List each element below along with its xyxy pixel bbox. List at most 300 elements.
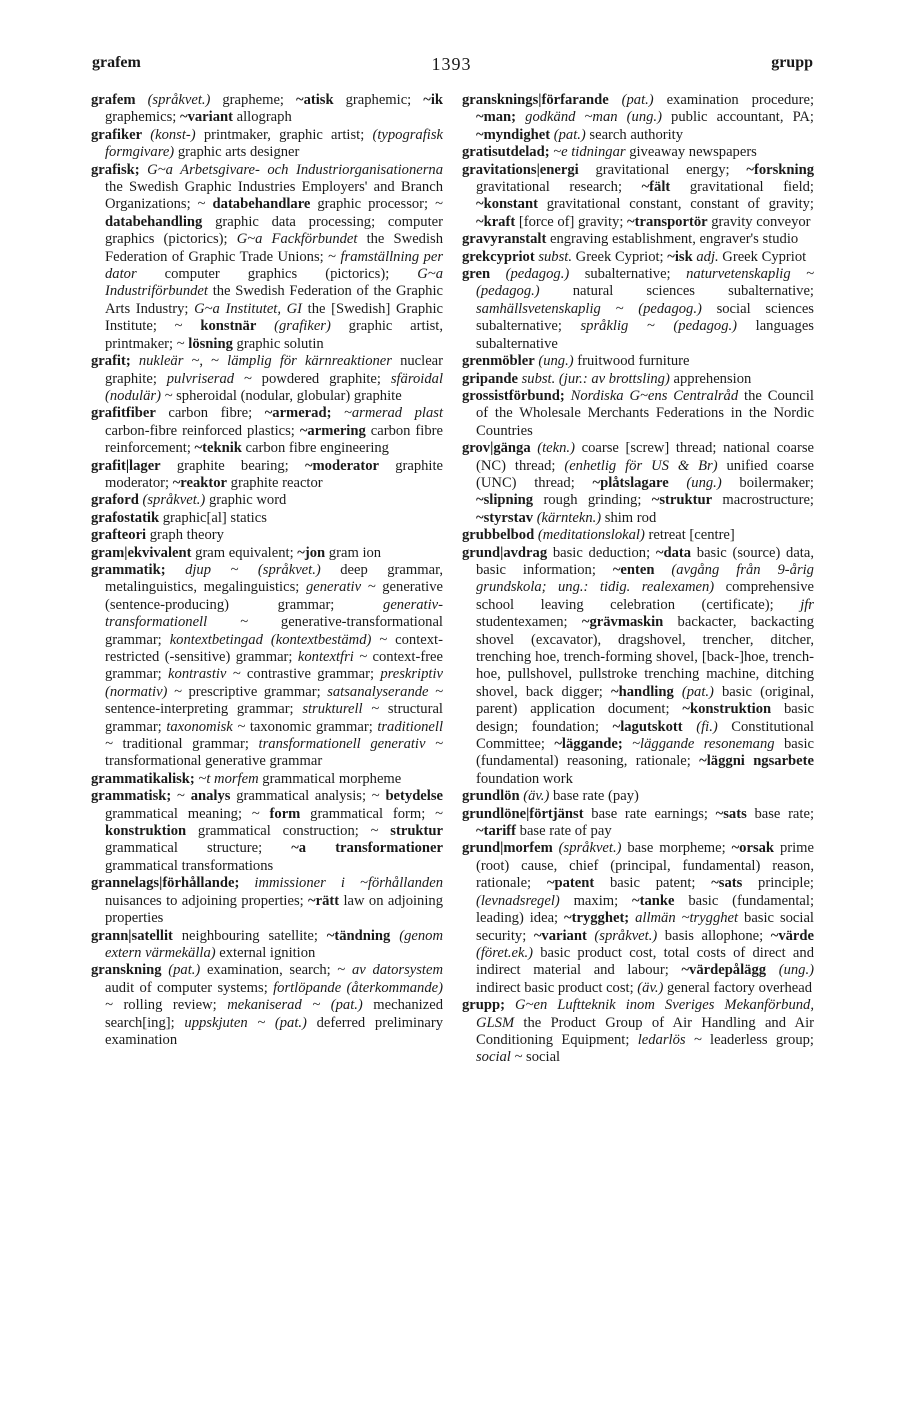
entry-headword: grundlöne|förtjänst — [462, 805, 584, 822]
entry-label: (konst-) — [142, 126, 196, 143]
entry-translation: backacter, backacting shovel (excavator), dragshovel, trencher, ditcher, trenching hoe, trench-forming shovel, [back-]hoe, trench-hoe, pullshovel, pullstroke trenching machine, ditching shovel, back digger; — [476, 614, 814, 700]
entry-translation: social — [522, 1049, 561, 1066]
entry-label: djup ~ (språkvet.) — [165, 561, 321, 578]
entry-translation: graph theory — [146, 527, 224, 544]
entry-compound: ~värdepålägg — [681, 962, 767, 979]
entry-compound: ~ik — [423, 92, 443, 108]
entry-translation: graphic arts designer — [174, 144, 300, 161]
entry-translation: general factory overhead — [663, 979, 813, 996]
entry-translation: carbon-fibre reinforced plastics; — [105, 422, 300, 439]
entry-compound: ~a transformationer — [291, 840, 443, 857]
entry-headword: grund|morfem — [462, 840, 553, 857]
entry-translation: the Swedish Graphic Industries Employers' and Branch Organizations; ~ — [105, 179, 443, 213]
entry-compound: ~tariff — [476, 823, 516, 840]
entry-translation: prime (root) cause, chief (principal, fundamental) reason, rationale; — [476, 840, 814, 892]
entry-label: (ung.) — [534, 353, 574, 370]
dictionary-entry — [91, 405, 443, 457]
entry-compound: ~transportör — [627, 213, 708, 230]
left-column — [91, 92, 443, 1049]
entry-headword: grupp; — [462, 997, 505, 1014]
dictionary-entry — [462, 92, 814, 144]
entry-translation: spheroidal (nodular, globular) graphite — [172, 387, 402, 404]
entry-translation: graphic[al] statics — [159, 509, 267, 526]
dictionary-entry — [462, 527, 814, 544]
entry-translation: examination procedure; — [653, 92, 814, 108]
dictionary-entry — [462, 371, 814, 388]
entry-translation: grammatical transformations — [105, 857, 274, 874]
entry-translation: the Product Group of Air Handling and Air Conditioning Equipment; — [476, 1014, 814, 1048]
entry-translation: the Council of the Wholesale Merchants Federations in the Nordic Countries — [476, 387, 814, 439]
entry-translation: prescriptive grammar; — [181, 683, 328, 700]
entry-translation: Constitutional Committee; — [476, 718, 814, 753]
entry-label: (fi.) — [682, 718, 718, 735]
entry-translation: transformational generative grammar — [105, 753, 323, 770]
entry-translation: grammatical structure; — [105, 840, 292, 857]
entry-translation: base rate; — [746, 805, 815, 822]
entry-translation: natural sciences subalternative; — [539, 283, 814, 300]
entry-compound: ~struktur — [651, 492, 713, 509]
entry-translation: basic (fundamental) reasoning, rationale; — [476, 736, 814, 770]
entry-compound: form — [269, 805, 301, 822]
entry-translation: gravitational constant, constant of gravity; — [537, 196, 814, 213]
entry-translation: boilermaker; — [721, 474, 814, 491]
entry-translation: grammatical construction; ~ — [186, 823, 391, 840]
entry-compound: ~tändning — [326, 927, 391, 944]
dictionary-entry — [91, 962, 443, 1049]
entry-translation: generative (sentence-producing) grammar; — [105, 579, 444, 613]
entry-label: G~en Luftteknik inom Sveriges Mekanförbund, GLSM — [476, 997, 814, 1031]
entry-compound: ~styrstav — [476, 509, 534, 526]
entry-translation: Greek Cypriot — [718, 248, 807, 265]
entry-headword: grekcypriot — [462, 248, 535, 265]
entry-compound: ~jon — [297, 544, 326, 561]
dictionary-entry — [91, 527, 443, 544]
entry-translation: gram ion — [325, 544, 382, 561]
entry-headword: grafostatik — [91, 509, 160, 526]
entry-label: jfr — [800, 596, 814, 613]
entry-compound: ~slipning — [476, 492, 534, 509]
entry-translation: computer graphics (pictorics); — [136, 266, 418, 283]
entry-translation: structural grammar; — [105, 701, 443, 735]
entry-compound: ~forskning — [746, 161, 814, 178]
entry-compound: struktur — [390, 823, 443, 840]
entry-headword: grafit|lager — [91, 457, 161, 474]
dictionary-entry — [462, 353, 814, 370]
entry-label: (pat.) — [161, 962, 201, 979]
entry-headword: grafteori — [91, 527, 147, 544]
entry-headword: grannelags|förhållande; — [91, 875, 240, 892]
entry-translation: coarse [screw] thread; national coarse (NC) thread; — [476, 440, 814, 474]
entry-translation: deferred preliminary examination — [105, 1014, 443, 1048]
entry-translation: the Swedish Federation of Graphic Trade Unions; ~ — [105, 231, 443, 265]
entry-label: kontrastiv ~ — [168, 666, 241, 683]
entry-label: ~läggande resonemang — [622, 736, 775, 753]
entry-translation: graphic processor; ~ — [310, 196, 443, 213]
entry-translation: allograph — [232, 109, 292, 126]
entry-compound: ~konstruktion — [682, 701, 772, 718]
entry-label: (tekn.) — [530, 440, 575, 457]
entry-label: ~t morfem — [194, 770, 259, 787]
entry-translation: sentence-interpreting grammar; — [105, 701, 303, 718]
entry-headword: grafit; — [91, 353, 131, 370]
entry-translation: shim rod — [601, 509, 657, 526]
dictionary-entry — [91, 127, 443, 162]
entry-translation: basic (fundamental; leading) idea; — [476, 892, 814, 927]
entry-label: generativ-transformationell ~ — [105, 596, 443, 631]
entry-label: subst. — [534, 248, 572, 265]
entry-label: generativ ~ — [305, 579, 376, 596]
entry-compound: ~orsak — [731, 840, 775, 857]
entry-label: naturvetenskaplig ~ (pedagog.) — [476, 266, 815, 300]
entry-compound: ~lagutskott — [612, 718, 683, 735]
entry-label: G~a Industriförbundet — [105, 266, 443, 300]
entry-translation: grammatical analysis; ~ — [230, 788, 386, 805]
entry-compound: ~sats — [711, 875, 743, 892]
entry-compound: konstnär — [200, 318, 257, 335]
entry-label: (grafiker) — [256, 318, 331, 335]
entry-compound: ~plåtslagare — [592, 474, 669, 491]
entry-label: (kärntekn.) — [533, 509, 602, 526]
dictionary-entry — [91, 562, 443, 771]
dictionary-entry — [462, 788, 814, 805]
entry-compound: betydelse — [385, 788, 443, 805]
entry-compound: ~grävmaskin — [581, 614, 664, 631]
entry-translation: neighbouring satellite; — [172, 927, 327, 944]
running-head — [90, 50, 813, 78]
entry-headword: gram|ekvivalent — [91, 544, 192, 561]
entry-compound: ~armering — [299, 422, 366, 439]
dictionary-entry — [462, 440, 814, 527]
entry-compound: ~värde — [770, 927, 814, 944]
entry-headword: gransknings|förfarande — [462, 92, 609, 108]
entry-translation: retreat [centre] — [644, 527, 735, 544]
entry-translation: grapheme; — [210, 92, 296, 108]
entry-compound: ~kraft — [476, 213, 516, 230]
entry-headword: gravyranstalt — [462, 231, 547, 248]
entry-label: (levnadsregel) — [476, 892, 560, 909]
entry-label: kontextfri ~ — [297, 649, 368, 665]
entry-headword: granskning — [91, 962, 162, 979]
entry-label: framställning per dator — [105, 248, 443, 283]
entry-translation: audit of computer systems; — [105, 979, 274, 996]
entry-translation: comprehensive school leaving celebration (certificate); — [476, 579, 814, 613]
dictionary-entry — [462, 249, 814, 266]
entry-translation: printmaker, graphic artist; — [195, 126, 373, 143]
entry-translation: ~ — [171, 788, 191, 805]
entry-translation: apprehension — [669, 370, 752, 387]
entry-label: (äv.) — [519, 788, 550, 805]
entry-label: samhällsvetenskaplig ~ (pedagog.) — [476, 300, 702, 317]
entry-headword: grammatikalisk; — [91, 770, 195, 787]
dictionary-entry — [91, 458, 443, 493]
entry-headword: grundlön — [462, 788, 520, 805]
entry-headword: grubbelbod — [462, 527, 535, 544]
entry-translation: graphite moderator; — [105, 457, 444, 491]
entry-headword: grund|avdrag — [462, 544, 548, 561]
entry-compound: ~läggni ngsarbete — [699, 753, 814, 770]
entry-translation: taxonomic grammar; — [245, 718, 378, 735]
entry-compound: ~myndighet — [476, 126, 551, 143]
entry-label: allmän ~trygghet — [629, 910, 739, 927]
entry-label: (språkvet.) — [586, 927, 658, 944]
entry-translation: search authority — [585, 126, 684, 143]
entry-compound: ~isk — [667, 248, 693, 265]
entry-compound: ~data — [655, 544, 692, 561]
entry-label: taxonomisk ~ — [166, 718, 246, 735]
entry-translation: grammatical morpheme — [258, 770, 402, 787]
entry-translation: context-restricted (-sensitive) grammar; — [105, 631, 443, 665]
entry-label: fortlöpande (återkommande) ~ — [105, 979, 443, 1014]
entry-translation: basic deduction; — [547, 544, 656, 561]
entry-translation: indirect basic product cost; — [476, 979, 638, 996]
entry-translation: deep grammar, metalinguistics, megalinguistics; — [105, 561, 443, 596]
entry-label: av datorsystem — [352, 962, 443, 979]
entry-label: strukturell ~ — [302, 701, 380, 718]
entry-translation: base rate earnings; — [583, 805, 716, 822]
dictionary-entry — [462, 388, 814, 440]
entry-translation: studentexamen; — [476, 614, 582, 631]
dictionary-entry — [462, 806, 814, 841]
entry-label: (språkvet.) — [552, 840, 622, 857]
entry-compound: ~reaktor — [172, 474, 228, 491]
dictionary-entry — [462, 231, 814, 248]
entry-translation: basic (original, parent) application document; — [476, 683, 815, 718]
entry-translation: contrastive grammar; — [240, 666, 381, 683]
dictionary-entry — [462, 266, 814, 353]
entry-label: (språkvet.) — [135, 92, 211, 108]
entry-compound: ~atisk — [295, 92, 334, 108]
entry-translation: basic patent; — [594, 875, 712, 892]
entry-translation: basic design; foundation; — [476, 701, 814, 735]
entry-translation: traditional grammar; — [112, 736, 259, 753]
entry-compound: ~sats — [715, 805, 747, 822]
dictionary-entry — [91, 771, 443, 788]
entry-label: (typografisk formgivare) — [105, 126, 443, 161]
entry-compound: ~armerad; — [264, 405, 332, 422]
dictionary-entry — [91, 162, 443, 353]
entry-compound: ~variant — [179, 109, 233, 126]
entry-label: (pedagog.) — [490, 266, 570, 283]
entry-label: (pat.) — [608, 92, 654, 108]
entry-label: sfäroidal (nodulär) ~ — [105, 370, 443, 404]
entry-translation: gravitational field; — [670, 179, 814, 196]
entry-translation: basis allophone; — [657, 927, 771, 944]
dictionary-entry — [91, 545, 443, 562]
entry-label: G~a Institutet, GI — [194, 300, 303, 317]
dictionary-entry — [91, 928, 443, 963]
entry-translation: Greek Cypriot; — [572, 248, 668, 265]
entry-translation: graphemics; — [105, 109, 180, 126]
entry-headword: gren — [462, 266, 491, 283]
running-head-last-word: grupp — [771, 54, 813, 71]
entry-translation: nuclear graphite; — [105, 353, 444, 387]
entry-translation: grammatical form; ~ — [300, 805, 443, 822]
entry-translation: grammatical meaning; ~ — [105, 805, 270, 822]
entry-label: pulvriserad ~ — [166, 370, 252, 387]
entry-translation: principle; — [742, 875, 814, 892]
entry-compound: konstruktion — [105, 823, 187, 840]
entry-translation: powdered graphite; — [251, 370, 391, 387]
entry-label: språklig ~ (pedagog.) — [580, 318, 738, 335]
entry-translation: engraving establishment, engraver's studio — [546, 231, 799, 248]
dictionary-entry — [462, 840, 814, 997]
entry-label: nukleär ~ — [130, 353, 200, 370]
entry-translation: leaderless group; — [701, 1031, 814, 1048]
entry-label: (avgång från 9-årig grundskola; ung.: tidig. realexamen) — [476, 561, 814, 596]
entry-label: (språkvet.) — [138, 492, 206, 509]
entry-label: immissioner i ~förhållanden — [239, 875, 443, 892]
dictionary-entry — [91, 353, 443, 405]
entry-label: traditionell ~ — [105, 718, 443, 753]
dictionary-entry — [91, 788, 443, 875]
entry-translation: the [Swedish] Graphic Institute; ~ — [105, 300, 443, 335]
entry-translation: gravity conveyor — [707, 213, 811, 230]
entry-compound: ~enten — [612, 561, 655, 578]
entry-translation: graphic solutin — [232, 335, 324, 352]
dictionary-entry — [91, 92, 443, 127]
page-number: 1393 — [431, 54, 472, 74]
entry-translation: carbon fibre engineering — [241, 440, 389, 457]
entry-compound: ~variant — [533, 927, 587, 944]
dictionary-entry — [91, 875, 443, 927]
entry-label: (genom extern värmekälla) — [105, 927, 443, 961]
entry-compound: ~rätt — [308, 892, 340, 909]
entry-translation: [force of] gravity; — [515, 213, 628, 230]
entry-label: (pat.) — [550, 126, 586, 143]
entry-translation: , ~ — [199, 353, 228, 370]
entry-headword: grafisk; — [91, 161, 140, 178]
entry-label: (äv.) — [637, 979, 664, 996]
entry-translation: subalternative; — [569, 266, 687, 283]
entry-translation: languages subalternative — [476, 318, 814, 352]
entry-headword: graford — [91, 492, 139, 509]
entry-translation: gravitational research; — [476, 179, 642, 196]
entry-translation: examination, search; ~ — [200, 962, 352, 979]
entry-compound: ~fält — [641, 179, 671, 196]
entry-compound: ~moderator — [304, 457, 379, 474]
entry-translation: basic product cost, total costs of direct and indirect material and labour; — [476, 944, 814, 979]
entry-translation: external ignition — [215, 944, 316, 961]
entry-label: G~a Fackförbundet — [236, 231, 358, 248]
entry-translation: context-free grammar; — [105, 649, 444, 683]
entry-compound: lösning — [188, 335, 233, 352]
entry-translation: carbon fibre reinforcement; — [105, 422, 443, 457]
entry-compound: ~teknik — [194, 440, 242, 457]
entry-translation: graphite bearing; — [160, 457, 305, 474]
entry-label: godkänd ~man (ung.) — [516, 109, 662, 126]
entry-headword: gripande — [462, 370, 518, 387]
entry-label: transformationell generativ ~ — [258, 736, 444, 753]
entry-headword: gravitations|energi — [462, 161, 579, 178]
dictionary-entry — [462, 545, 814, 789]
entry-compound: ~tanke — [632, 892, 675, 909]
entry-translation: public accountant, PA; — [661, 109, 814, 126]
entry-compound: ~handling — [610, 683, 674, 700]
entry-headword: grov|gänga — [462, 440, 531, 457]
entry-translation: base rate (pay) — [549, 788, 639, 805]
entry-headword: grafem — [91, 92, 136, 108]
entry-translation: nuisances to adjoining properties; — [105, 892, 309, 909]
entry-translation: the Swedish Federation of the Graphic Arts Industry; — [105, 283, 443, 317]
entry-label: (meditationslokal) — [534, 527, 645, 544]
entry-label: social ~ — [476, 1049, 523, 1066]
entry-compound: ~läggande; — [554, 736, 623, 753]
entry-translation: carbon fibre; — [155, 405, 265, 422]
entry-label: (ung.) — [766, 962, 814, 979]
entry-translation: social sciences subalternative; — [476, 300, 814, 335]
entry-label: preskriptiv (normativ) ~ — [105, 666, 443, 700]
entry-translation: mechanized search[ing]; — [105, 997, 443, 1031]
entry-translation: graphite reactor — [227, 474, 323, 491]
entry-translation: fruitwood furniture — [573, 353, 690, 370]
entry-translation: graphic artist, printmaker; ~ — [105, 318, 444, 352]
entry-translation: macrostructure; — [712, 492, 814, 509]
entry-compound: ~patent — [546, 875, 595, 892]
entry-label: lämplig för kärnreaktioner — [227, 353, 392, 370]
entry-translation: unified coarse (UNC) thread; — [476, 457, 814, 491]
entry-translation: base morpheme; — [621, 840, 732, 857]
entry-translation: basic social security; — [476, 910, 814, 944]
entry-label: subst. (jur.: av brottsling) — [517, 370, 670, 387]
entry-compound: ~trygghet; — [564, 910, 630, 927]
dictionary-entry — [462, 997, 814, 1067]
entry-label: ~e tidningar — [549, 144, 626, 161]
entry-translation: giveaway newspapers — [625, 144, 757, 161]
entry-label: (ung.) — [668, 474, 722, 491]
running-head-first-word: grafem — [92, 54, 141, 71]
entry-label: adj. — [692, 248, 719, 265]
entry-compound: analys — [190, 788, 231, 805]
entry-translation: graphemic; — [333, 92, 424, 108]
entry-compound: ~man; — [476, 109, 517, 126]
entry-headword: gratisutdelad; — [462, 144, 550, 161]
entry-headword: grafitfiber — [91, 405, 156, 422]
entry-headword: grammatik; — [91, 561, 166, 578]
entry-translation: gram equivalent; — [191, 544, 298, 561]
entry-translation: law on adjoining properties — [105, 892, 443, 927]
entry-translation: generative-transformational grammar; — [105, 614, 443, 648]
entry-label: ledarlös ~ — [637, 1031, 702, 1048]
entry-label: mekaniserad ~ (pat.) — [227, 997, 363, 1014]
entry-label: G~a Arbetsgivare- och Industriorganisationerna — [139, 161, 443, 178]
entry-label: satsanalyserande ~ — [327, 683, 443, 700]
entry-translation: graphic data processing; computer graphics (pictorics); — [105, 213, 443, 248]
entry-compound: databehandling — [105, 213, 203, 230]
entry-translation: foundation work — [476, 770, 573, 787]
entry-headword: grenmöbler — [462, 353, 535, 370]
entry-label: uppskjuten ~ (pat.) — [184, 1014, 307, 1031]
dictionary-entry — [462, 144, 814, 161]
entry-headword: grammatisk; — [91, 788, 172, 805]
entry-label: (enhetlig för US & Br) — [564, 457, 718, 474]
entry-translation: gravitational energy; — [578, 161, 747, 178]
entry-translation: rolling review; — [112, 997, 228, 1014]
entry-label: ~armerad plast — [331, 405, 443, 422]
entry-headword: grann|satellit — [91, 927, 173, 944]
entry-translation: maxim; — [559, 892, 633, 909]
entry-label: kontextbetingad (kontextbestämd) ~ — [169, 631, 388, 648]
entry-compound: ~konstant — [476, 196, 538, 213]
entry-translation: graphic word — [205, 492, 287, 509]
entry-translation: basic (source) data, basic information; — [476, 544, 814, 578]
entry-translation: rough grinding; — [533, 492, 652, 509]
entry-headword: grossistförbund; — [462, 387, 565, 404]
right-column — [462, 92, 814, 1067]
entry-label: (pat.) — [673, 683, 714, 700]
entry-headword: grafiker — [91, 126, 143, 143]
dictionary-entry — [91, 510, 443, 527]
dictionary-entry — [91, 492, 443, 509]
